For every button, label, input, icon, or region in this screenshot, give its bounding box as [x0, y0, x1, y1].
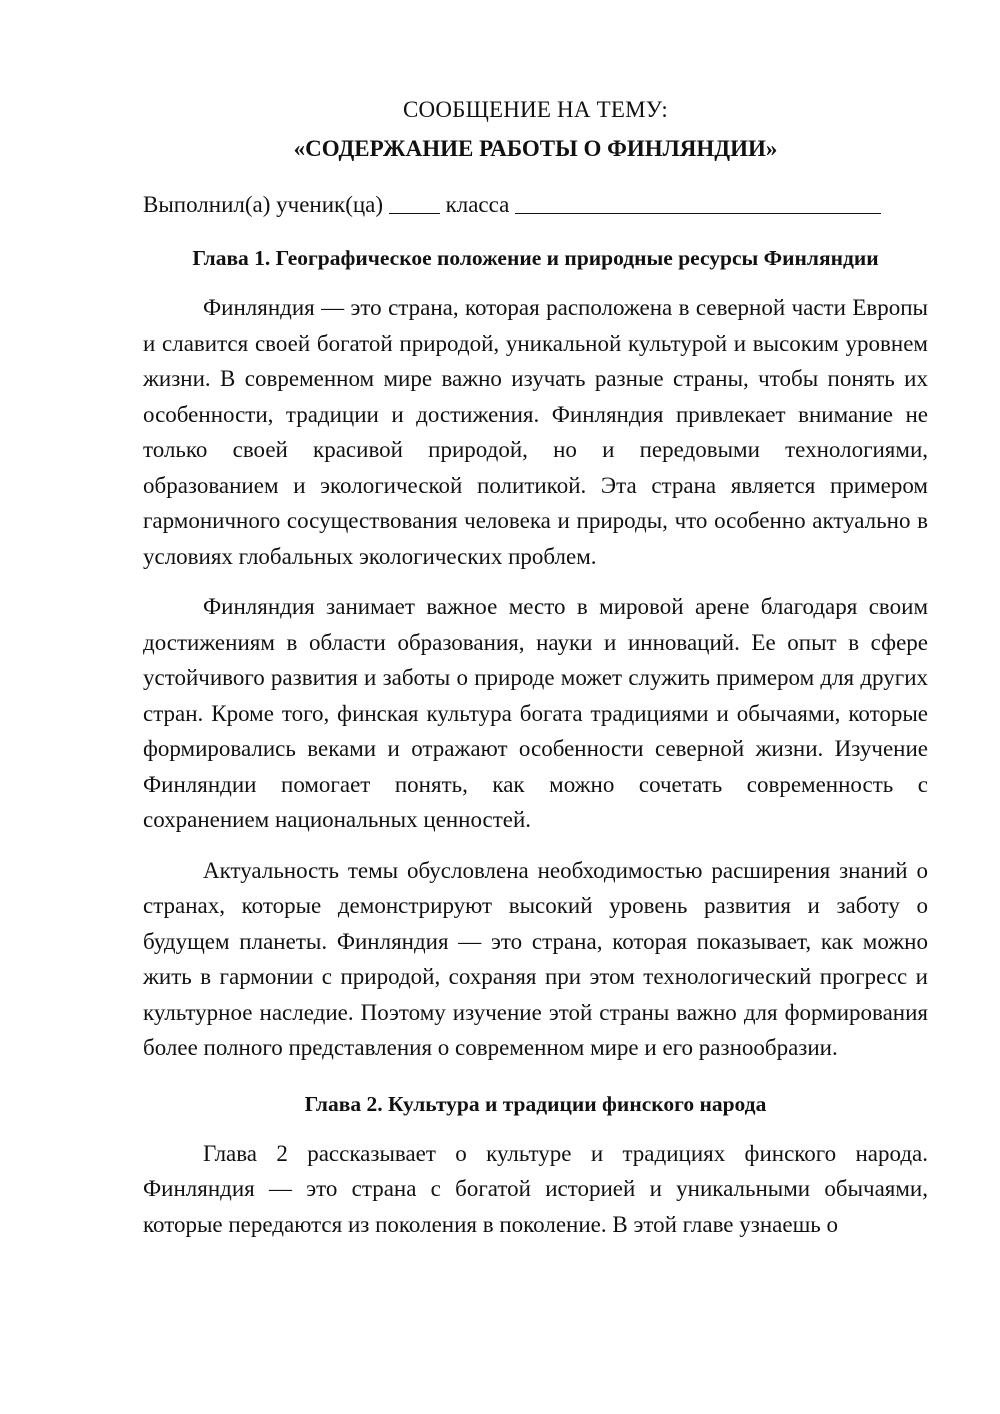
student-name-blank	[515, 193, 881, 214]
chapter-1-paragraph-1: Финляндия — это страна, которая расположена в северной части Европы и славится своей богатой природой, уникальной культурой и высоким уровнем жизни. В современном мире важно изучать разные страны, чтобы понять их особенности, традиции и достижения. Финляндия привлекает внимание не только своей красивой природой, но и передовыми технологиями, образованием и экологической политикой. Эта страна является примером гармоничного сосуществования человека и природы, что особенно актуально в условиях глобальных экологических проблем.	[143, 295, 928, 569]
author-line-class-label: класса	[445, 192, 510, 217]
chapter-2-heading: Глава 2. Культура и традиции финского народа	[304, 1091, 767, 1116]
class-number-blank	[389, 193, 440, 214]
document-title: СООБЩЕНИЕ НА ТЕМУ:	[403, 97, 668, 122]
chapter-1-paragraph-2: Финляндия занимает важное место в мировой арене благодаря своим достижениям в области образования, науки и инноваций. Ее опыт в сфере устойчивого развития и заботы о природе может служить примером для других стран. Кроме того, финская культура богата традициями и обычаями, которые формировались веками и отражают особенности северной жизни. Изучение Финляндии помогает понять, как можно сочетать современность с сохранением национальных ценностей.	[143, 594, 928, 832]
chapter-1-paragraph-3: Актуальность темы обусловлена необходимостью расширения знаний о странах, которые демонстрируют высокий уровень развития и заботу о будущем планеты. Финляндия — это страна, которая показывает, как можно жить в гармонии с природой, сохраняя при этом технологический прогресс и культурное наследие. Поэтому изучение этой страны важно для формирования более полного представления о современном мире и его разнообразии.	[143, 857, 928, 1060]
document-subtitle: «СОДЕРЖАНИЕ РАБОТЫ О ФИНЛЯНДИИ»	[293, 136, 778, 161]
chapter-2-paragraph-1: Глава 2 рассказывает о культуре и традициях финского народа. Финляндия — это страна с богатой историей и уникальными обычаями, которые передаются из поколения в поколение. В этой главе узнаешь о	[143, 1140, 928, 1237]
chapter-1-heading: Глава 1. Географическое положение и природные ресурсы Финляндии	[192, 246, 879, 270]
author-line-prefix: Выполнил(а) ученик(ца)	[143, 192, 384, 217]
document-content	[143, 92, 928, 1242]
author-line	[143, 187, 928, 222]
